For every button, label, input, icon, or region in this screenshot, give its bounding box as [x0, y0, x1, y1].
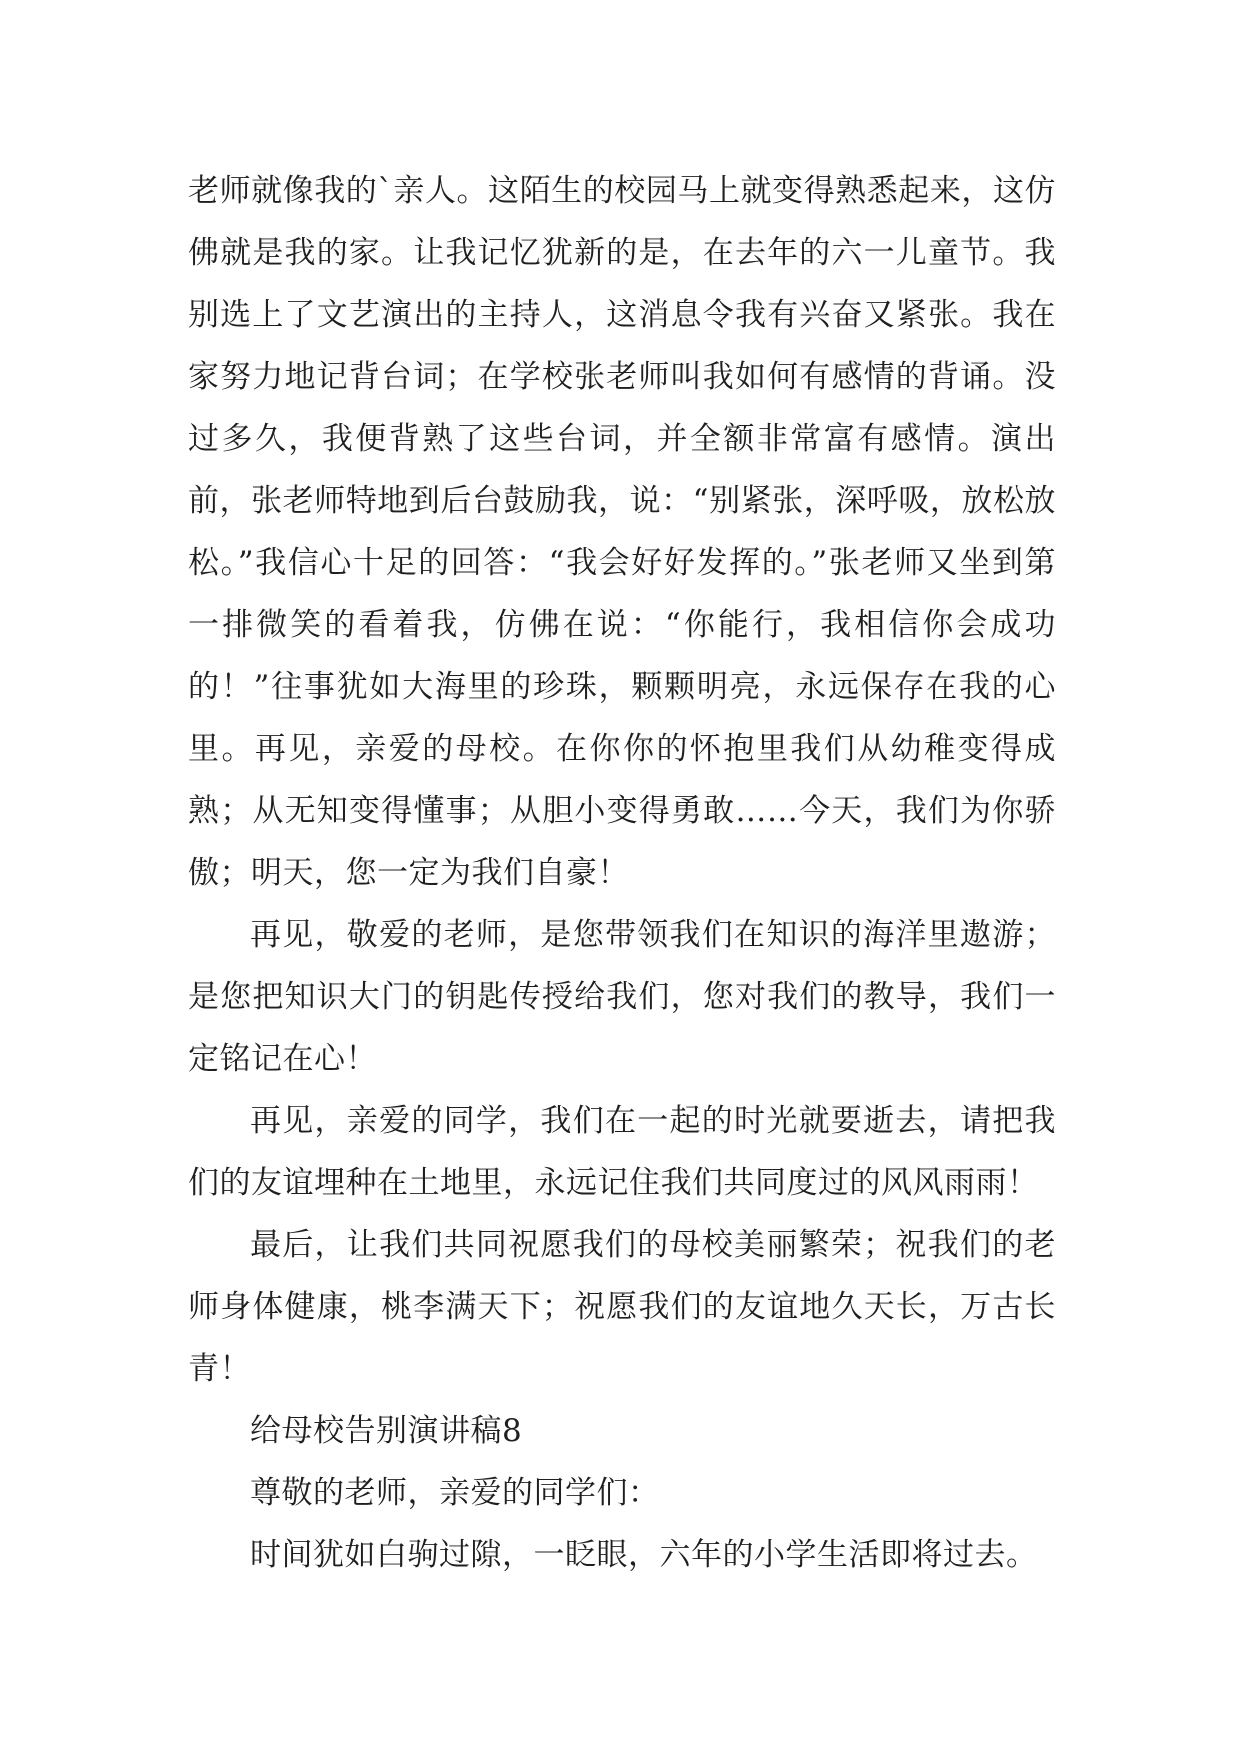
section-title: 给母校告别演讲稿8: [250, 1413, 523, 1449]
paragraph-opening: 时间犹如白驹过隙，一眨眼，六年的小学生活即将过去。: [250, 1537, 1038, 1573]
salutation: 尊敬的老师，亲爱的同学们：: [250, 1475, 660, 1511]
paragraph-farewell-classmates: 再见，亲爱的同学，我们在一起的时光就要逝去，请把我们的友谊埋种在土地里，永远记住我们共同度过的风风雨雨！: [188, 1103, 1056, 1201]
paragraph-continued: 老师就像我的`亲人。这陌生的校园马上就变得熟悉起来，这仿佛就是我的家。让我记忆犹新的是，在去年的六一儿童节。我别选上了文艺演出的主持人，这消息令我有兴奋又紧张。我在家努力地记背台词；在学校张老师叫我如何有感情的背诵。没过多久，我便背熟了这些台词，并全额非常富有感情。演出前，张老师特地到后台鼓励我，说：“别紧张，深呼吸，放松放松。”我信心十足的回答：“我会好好发挥的。”张老师又坐到第一排微笑的看着我，仿佛在说：“你能行，我相信你会成功的！”往事犹如大海里的珍珠，颗颗明亮，永远保存在我的心里。再见，亲爱的母校。在你你的怀抱里我们从幼稚变得成熟；从无知变得懂事；从胆小变得勇敢……今天，我们为你骄傲；明天，您一定为我们自豪！: [188, 173, 1056, 891]
paragraph-farewell-teachers: 再见，敬爱的老师，是您带领我们在知识的海洋里遨游；是您把知识大门的钥匙传授给我们，您对我们的教导，我们一定铭记在心！: [188, 917, 1056, 1077]
paragraph-closing-wishes: 最后，让我们共同祝愿我们的母校美丽繁荣；祝我们的老师身体健康，桃李满天下；祝愿我们的友谊地久天长，万古长青！: [188, 1227, 1056, 1387]
document-body: [188, 160, 1056, 1586]
